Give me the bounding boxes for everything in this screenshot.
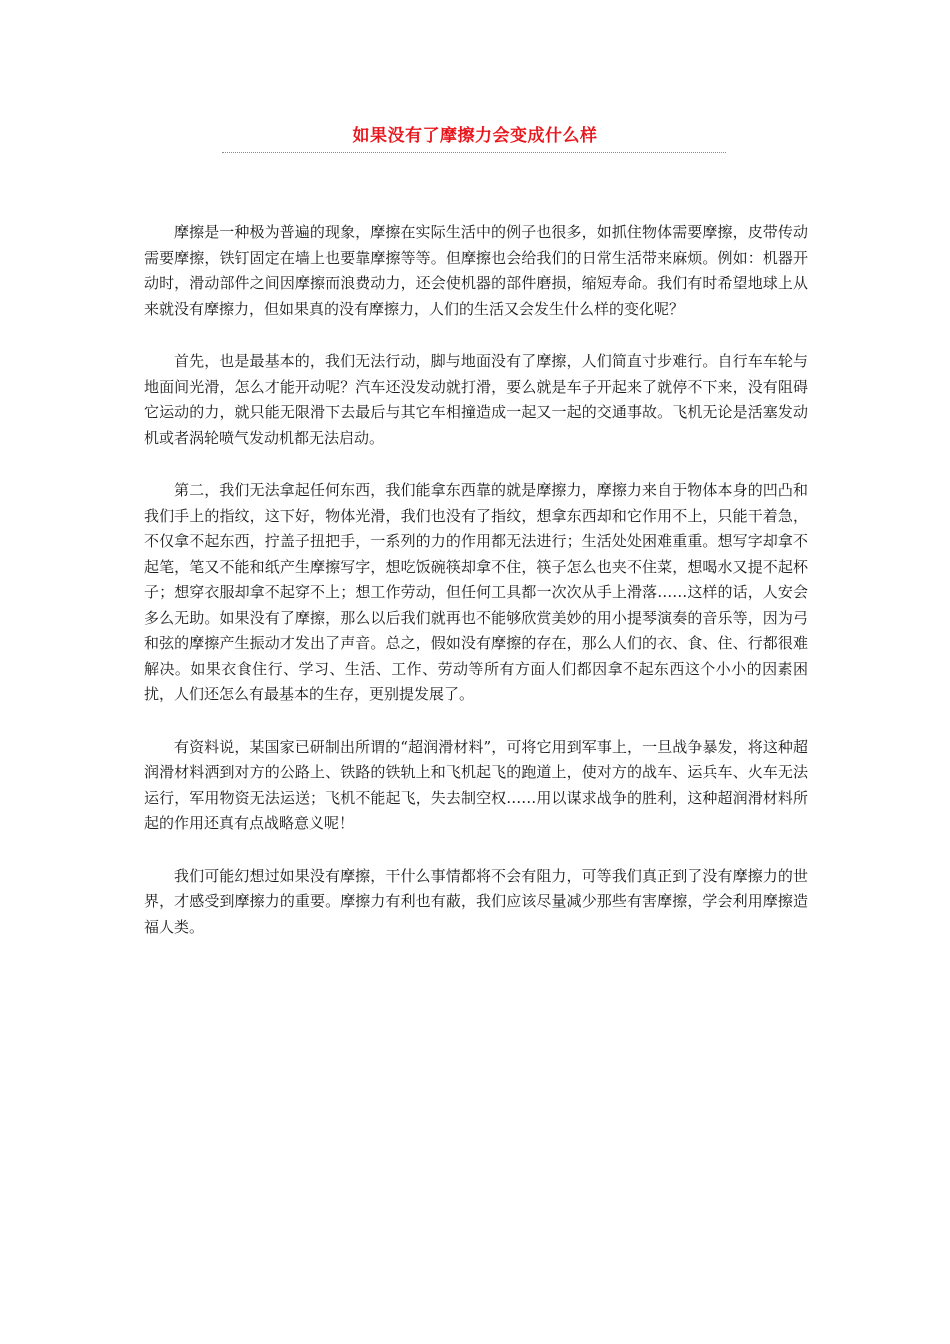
paragraph-first-point: 首先，也是最基本的，我们无法行动，脚与地面没有了摩擦，人们简直寸步难行。自行车车轮与地面间光滑，怎么才能开动呢？汽车还没发动就打滑，要么就是车子开起来了就停不下来，没有阻碍它运动的力，就只能无限滑下去最后与其它车相撞造成一起又一起的交通事故。飞机无论是活塞发动机或者涡轮喷气发动机都无法启动。 (144, 352, 808, 447)
paragraph-super-lubricant: 有资料说，某国家已研制出所谓的“超润滑材料”，可将它用到军事上，一旦战争暴发，将这种超润滑材料洒到对方的公路上、铁路的铁轨上和飞机起飞的跑道上，使对方的战车、运兵车、火车无法运行，军用物资无法运送；飞机不能起飞，失去制空权……用以谋求战争的胜利，这种超润滑材料所起的作用还真有点战略意义呢！ (144, 737, 808, 832)
article-body (144, 220, 808, 967)
paragraph-conclusion: 我们可能幻想过如果没有摩擦，干什么事情都将不会有阻力，可等我们真正到了没有摩擦力的世界，才感受到摩擦力的重要。摩擦力有利也有蔽，我们应该尽量减少那些有害摩擦，学会利用摩擦造福人类。 (144, 866, 808, 936)
article-title: 如果没有了摩擦力会变成什么样 (352, 126, 598, 146)
paragraph-intro: 摩擦是一种极为普遍的现象，摩擦在实际生活中的例子也很多，如抓住物体需要摩擦，皮带传动需要摩擦，铁钉固定在墙上也要靠摩擦等等。但摩擦也会给我们的日常生活带来麻烦。例如：机器开动时，滑动部件之间因摩擦而浪费动力，还会使机器的部件磨损，缩短寿命。我们有时希望地球上从来就没有摩擦力，但如果真的没有摩擦力，人们的生活又会发生什么样的变化呢？ (144, 223, 808, 318)
paragraph-second-point: 第二，我们无法拿起任何东西，我们能拿东西靠的就是摩擦力，摩擦力来自于物体本身的凹凸和我们手上的指纹，这下好，物体光滑，我们也没有了指纹，想拿东西却和它作用不上，只能干着急，不仅拿不起东西，拧盖子扭把手，一系列的力的作用都无法进行；生活处处困难重重。想写字却拿不起笔，笔又不能和纸产生摩擦写字，想吃饭碗筷却拿不住，筷子怎么也夹不住菜，想喝水又提不起杯子；想穿衣服却拿不起穿不上；想工作劳动，但任何工具都一次次从手上滑落……这样的话，人安会多么无助。如果没有了摩擦，那么以后我们就再也不能够欣赏美妙的用小提琴演奏的音乐等，因为弓和弦的摩擦产生振动才发出了声音。总之，假如没有摩擦的存在，那么人们的衣、食、住、行都很难解决。如果衣食住行、学习、生活、工作、劳动等所有方面人们都因拿不起东西这个小小的因素困扰，人们还怎么有最基本的生存，更别提发展了。 (144, 481, 808, 703)
title-divider (222, 152, 726, 153)
